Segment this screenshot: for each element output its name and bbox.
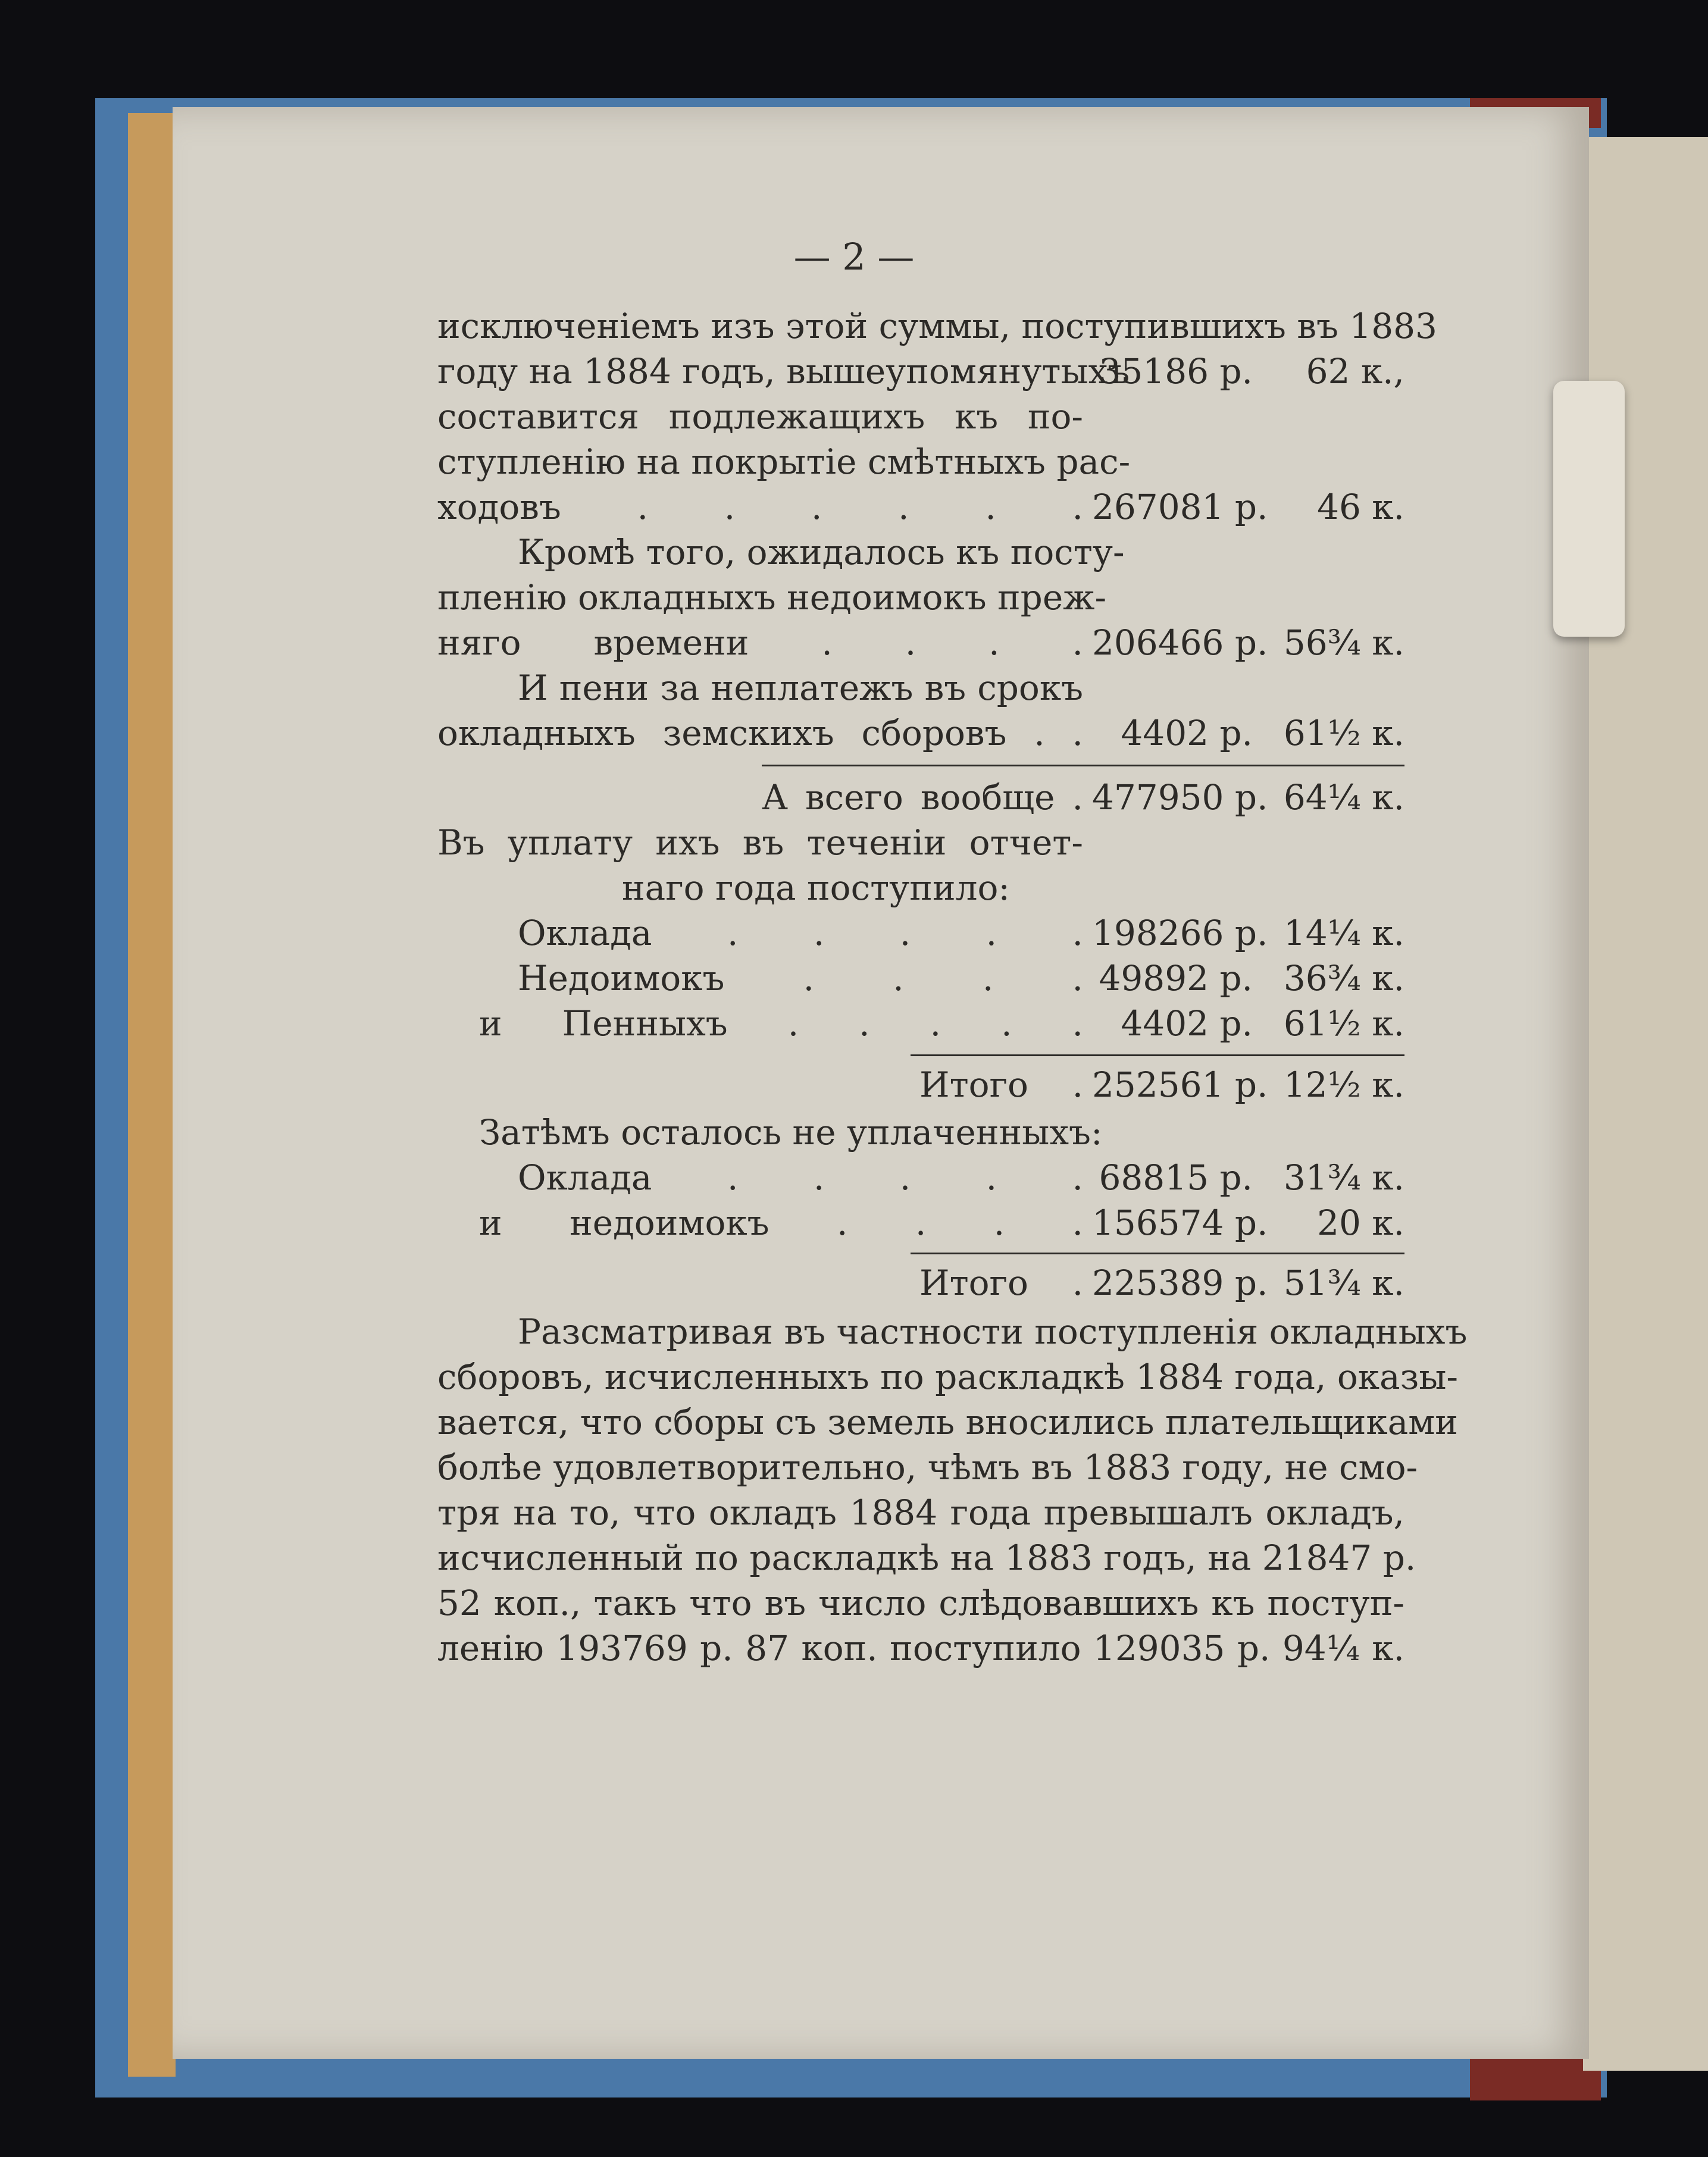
- page-text: [437, 303, 1468, 1672]
- text-line: Затѣмъ осталось не уплаченныхъ:: [479, 1112, 1103, 1153]
- text-line: Итого .: [919, 1065, 1083, 1105]
- text-line: окладныхъ земскихъ сборовъ . .: [437, 713, 1083, 753]
- amount-rubles: 252561 р.: [1092, 1065, 1268, 1105]
- text-line: и недоимокъ . . . .: [479, 1203, 1083, 1243]
- paragraph-line: 52 коп., такъ что въ число слѣдовавшихъ къ поступ-: [437, 1583, 1404, 1623]
- page-number: — 2 —: [793, 235, 915, 278]
- amount-kopecks: 64¼ к.: [1283, 777, 1404, 818]
- amount-rubles: 198266 р.: [1092, 913, 1268, 953]
- text-line: Оклада . . . . .: [518, 913, 1083, 953]
- text-line: ступленію на покрытіе смѣтныхъ рас-: [437, 442, 1131, 482]
- text-line: пленію окладныхъ недоимокъ преж-: [437, 577, 1107, 618]
- paragraph-line: вается, что сборы съ земель вносились плательщиками: [437, 1402, 1458, 1442]
- text-line: и Пенныхъ . . . . .: [479, 1003, 1083, 1044]
- amount-kopecks: 62 к.,: [1306, 351, 1404, 392]
- page-edge: [128, 113, 176, 2077]
- amount-kopecks: 14¼ к.: [1283, 913, 1404, 953]
- text-line: А всего вообще .: [762, 777, 1083, 818]
- paragraph-line: ленію 193769 р. 87 коп. поступило 129035 р. 94¼ к.: [437, 1628, 1404, 1668]
- amount-rubles: 267081 р.: [1092, 487, 1268, 527]
- amount-rubles: 4402 р.: [1121, 713, 1253, 753]
- amount-kopecks: 12½ к.: [1283, 1065, 1404, 1105]
- amount-kopecks: 36¾ к.: [1283, 958, 1404, 998]
- amount-kopecks: 20 к.: [1317, 1203, 1404, 1243]
- paper-tab: [1553, 381, 1625, 637]
- paragraph-line: сборовъ, исчисленныхъ по раскладкѣ 1884 года, оказы-: [437, 1357, 1459, 1397]
- text-line: ходовъ . . . . . .: [437, 487, 1083, 527]
- paragraph-line: тря на то, что окладъ 1884 года превышалъ окладъ,: [437, 1492, 1404, 1533]
- sum-rule: [911, 1054, 1404, 1056]
- paragraph-line: исчисленный по раскладкѣ на 1883 годъ, на 21847 р.: [437, 1538, 1416, 1578]
- amount-kopecks: 31¾ к.: [1283, 1157, 1404, 1198]
- amount-kopecks: 61½ к.: [1283, 1003, 1404, 1044]
- amount-rubles: 206466 р.: [1092, 622, 1268, 663]
- amount-rubles: 156574 р.: [1092, 1203, 1268, 1243]
- text-line: Въ уплату ихъ въ теченіи отчет-: [437, 822, 1083, 863]
- amount-rubles: 68815 р.: [1099, 1157, 1253, 1198]
- text-line: няго времени . . . .: [437, 622, 1083, 663]
- paragraph-line: Разсматривая въ частности поступленія окладныхъ: [518, 1311, 1468, 1352]
- amount-kopecks: 46 к.: [1317, 487, 1404, 527]
- text-line: составится подлежащихъ къ по-: [437, 396, 1083, 437]
- amount-kopecks: 61½ к.: [1283, 713, 1404, 753]
- text-line: году на 1884 годъ, вышеупомянутыхъ: [437, 351, 1130, 392]
- amount-rubles: 4402 р.: [1121, 1003, 1253, 1044]
- text-line: наго года поступило:: [622, 868, 1010, 908]
- amount-kopecks: 51¾ к.: [1283, 1263, 1404, 1303]
- amount-rubles: 225389 р.: [1092, 1263, 1268, 1303]
- text-line: Итого .: [919, 1263, 1083, 1303]
- sum-rule: [911, 1253, 1404, 1254]
- paragraph-line: болѣе удовлетворительно, чѣмъ въ 1883 году, не смо-: [437, 1447, 1418, 1488]
- text-line: исключеніемъ изъ этой суммы, поступившихъ въ 1883: [437, 306, 1437, 346]
- amount-kopecks: 56¾ к.: [1283, 622, 1404, 663]
- amount-rubles: 49892 р.: [1099, 958, 1253, 998]
- amount-rubles: 35186 р.: [1099, 351, 1253, 392]
- amount-rubles: 477950 р.: [1092, 777, 1268, 818]
- sum-rule: [762, 765, 1404, 766]
- text-line: Кромѣ того, ожидалось къ посту-: [518, 532, 1125, 572]
- text-line: Недоимокъ . . . .: [518, 958, 1083, 998]
- text-line: Оклада . . . . .: [518, 1157, 1083, 1198]
- text-line: И пени за неплатежъ въ срокъ: [518, 668, 1083, 708]
